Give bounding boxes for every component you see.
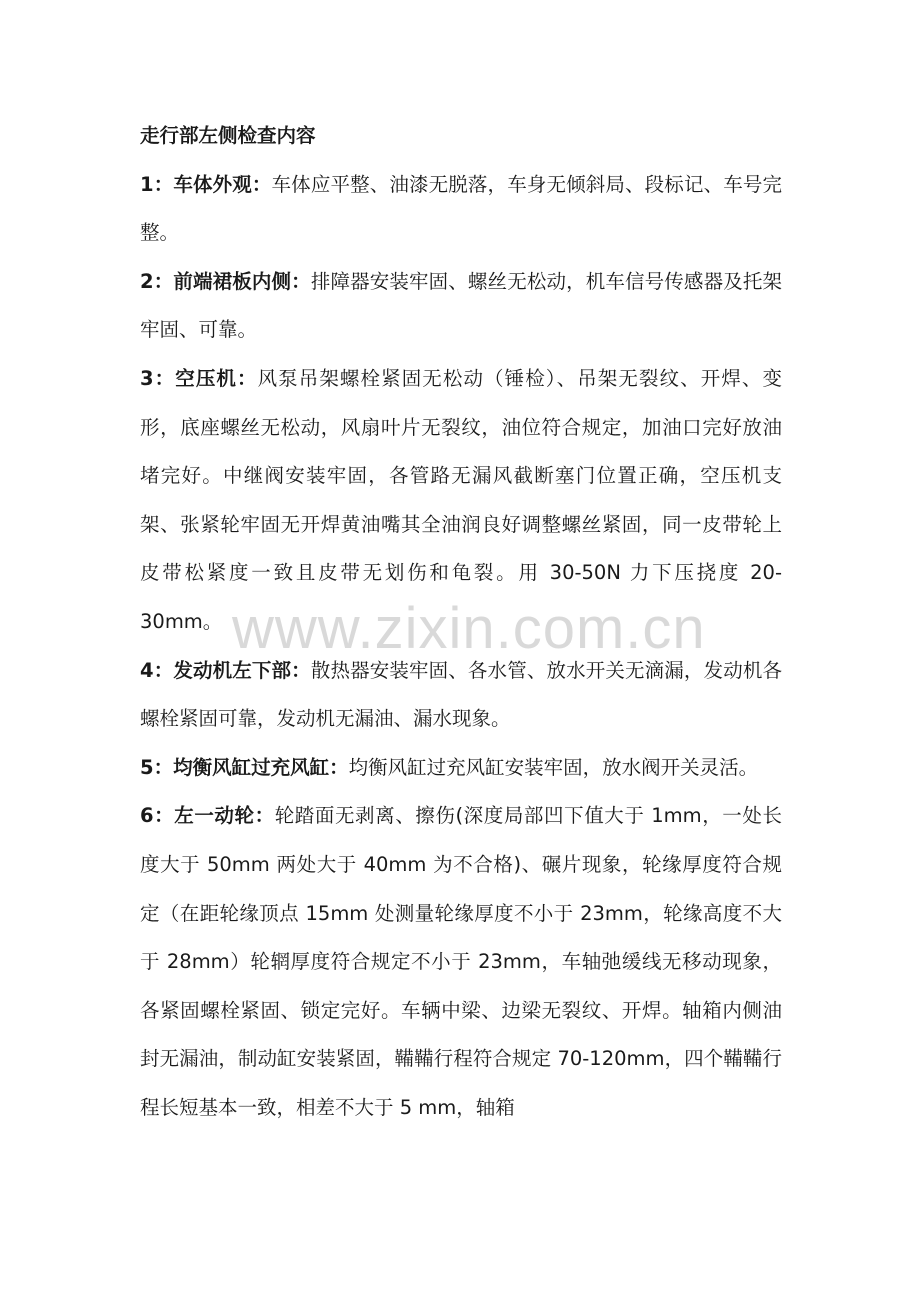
item-label: 5：均衡风缸过充风缸： — [140, 755, 349, 779]
item-label: 6：左一动轮： — [140, 804, 275, 828]
watermark: www.zixin.com.cn — [232, 596, 706, 661]
inspection-item-1 — [140, 161, 782, 258]
item-text: 均衡风缸过充风缸安装牢固，放水阀开关灵活。 — [348, 755, 759, 779]
inspection-item-5 — [140, 744, 782, 793]
item-text: 车体应平整、油漆无脱落，车身无倾斜局、段标记、车号完整。 — [140, 172, 782, 245]
item-label: 1：车体外观： — [140, 172, 272, 196]
document-body — [140, 112, 782, 1132]
inspection-item-2 — [140, 258, 782, 355]
item-label: 3：空压机： — [140, 366, 258, 390]
item-text: 轮踏面无剥离、擦伤(深度局部凹下值大于 1mm，一处长度大于 50mm 两处大于 40mm 为不合格)、碾片现象，轮缘厚度符合规定（在距轮缘顶点 15mm 处测量轮缘厚度不小于 23mm，轮缘高度不大于 28mm）轮辋厚度符合规定不小于 23mm，车轴弛缓线无移动现象，各紧固螺栓紧固、锁定完好。车辆中梁、边梁无裂纹、开焊。轴箱内侧油封无漏油，制动缸安装紧固，鞴鞴行程符合规定 70-120mm，四个鞴鞴行程长短基本一致，相差不大于 5 mm，轴箱 — [140, 804, 782, 1119]
item-text: 散热器安装牢固、各水管、放水开关无滴漏，发动机各螺栓紧固可靠，发动机无漏油、漏水现象。 — [140, 658, 782, 731]
inspection-item-4 — [140, 647, 782, 744]
item-text: 排障器安装牢固、螺丝无松动，机车信号传感器及托架牢固、可靠。 — [140, 269, 782, 342]
item-label: 2：前端裙板内侧： — [140, 269, 311, 293]
page-title: 走行部左侧检查内容 — [140, 124, 316, 147]
item-text: 风泵吊架螺栓紧固无松动（锤检）、吊架无裂纹、开焊、变形，底座螺丝无松动，风扇叶片无裂纹，油位符合规定，加油口完好放油堵完好。中继阀安装牢固，各管路无漏风截断塞门位置正确，空压机支架、张紧轮牢固无开焊黄油嘴其全油润良好调整螺丝紧固，同一皮带轮上皮带松紧度一致且皮带无划伤和龟裂。用 30-50N 力下压挠度 20-30mm。 — [140, 366, 782, 633]
item-label: 4：发动机左下部： — [140, 658, 311, 682]
inspection-item-3 — [140, 355, 782, 647]
inspection-item-6 — [140, 792, 782, 1132]
